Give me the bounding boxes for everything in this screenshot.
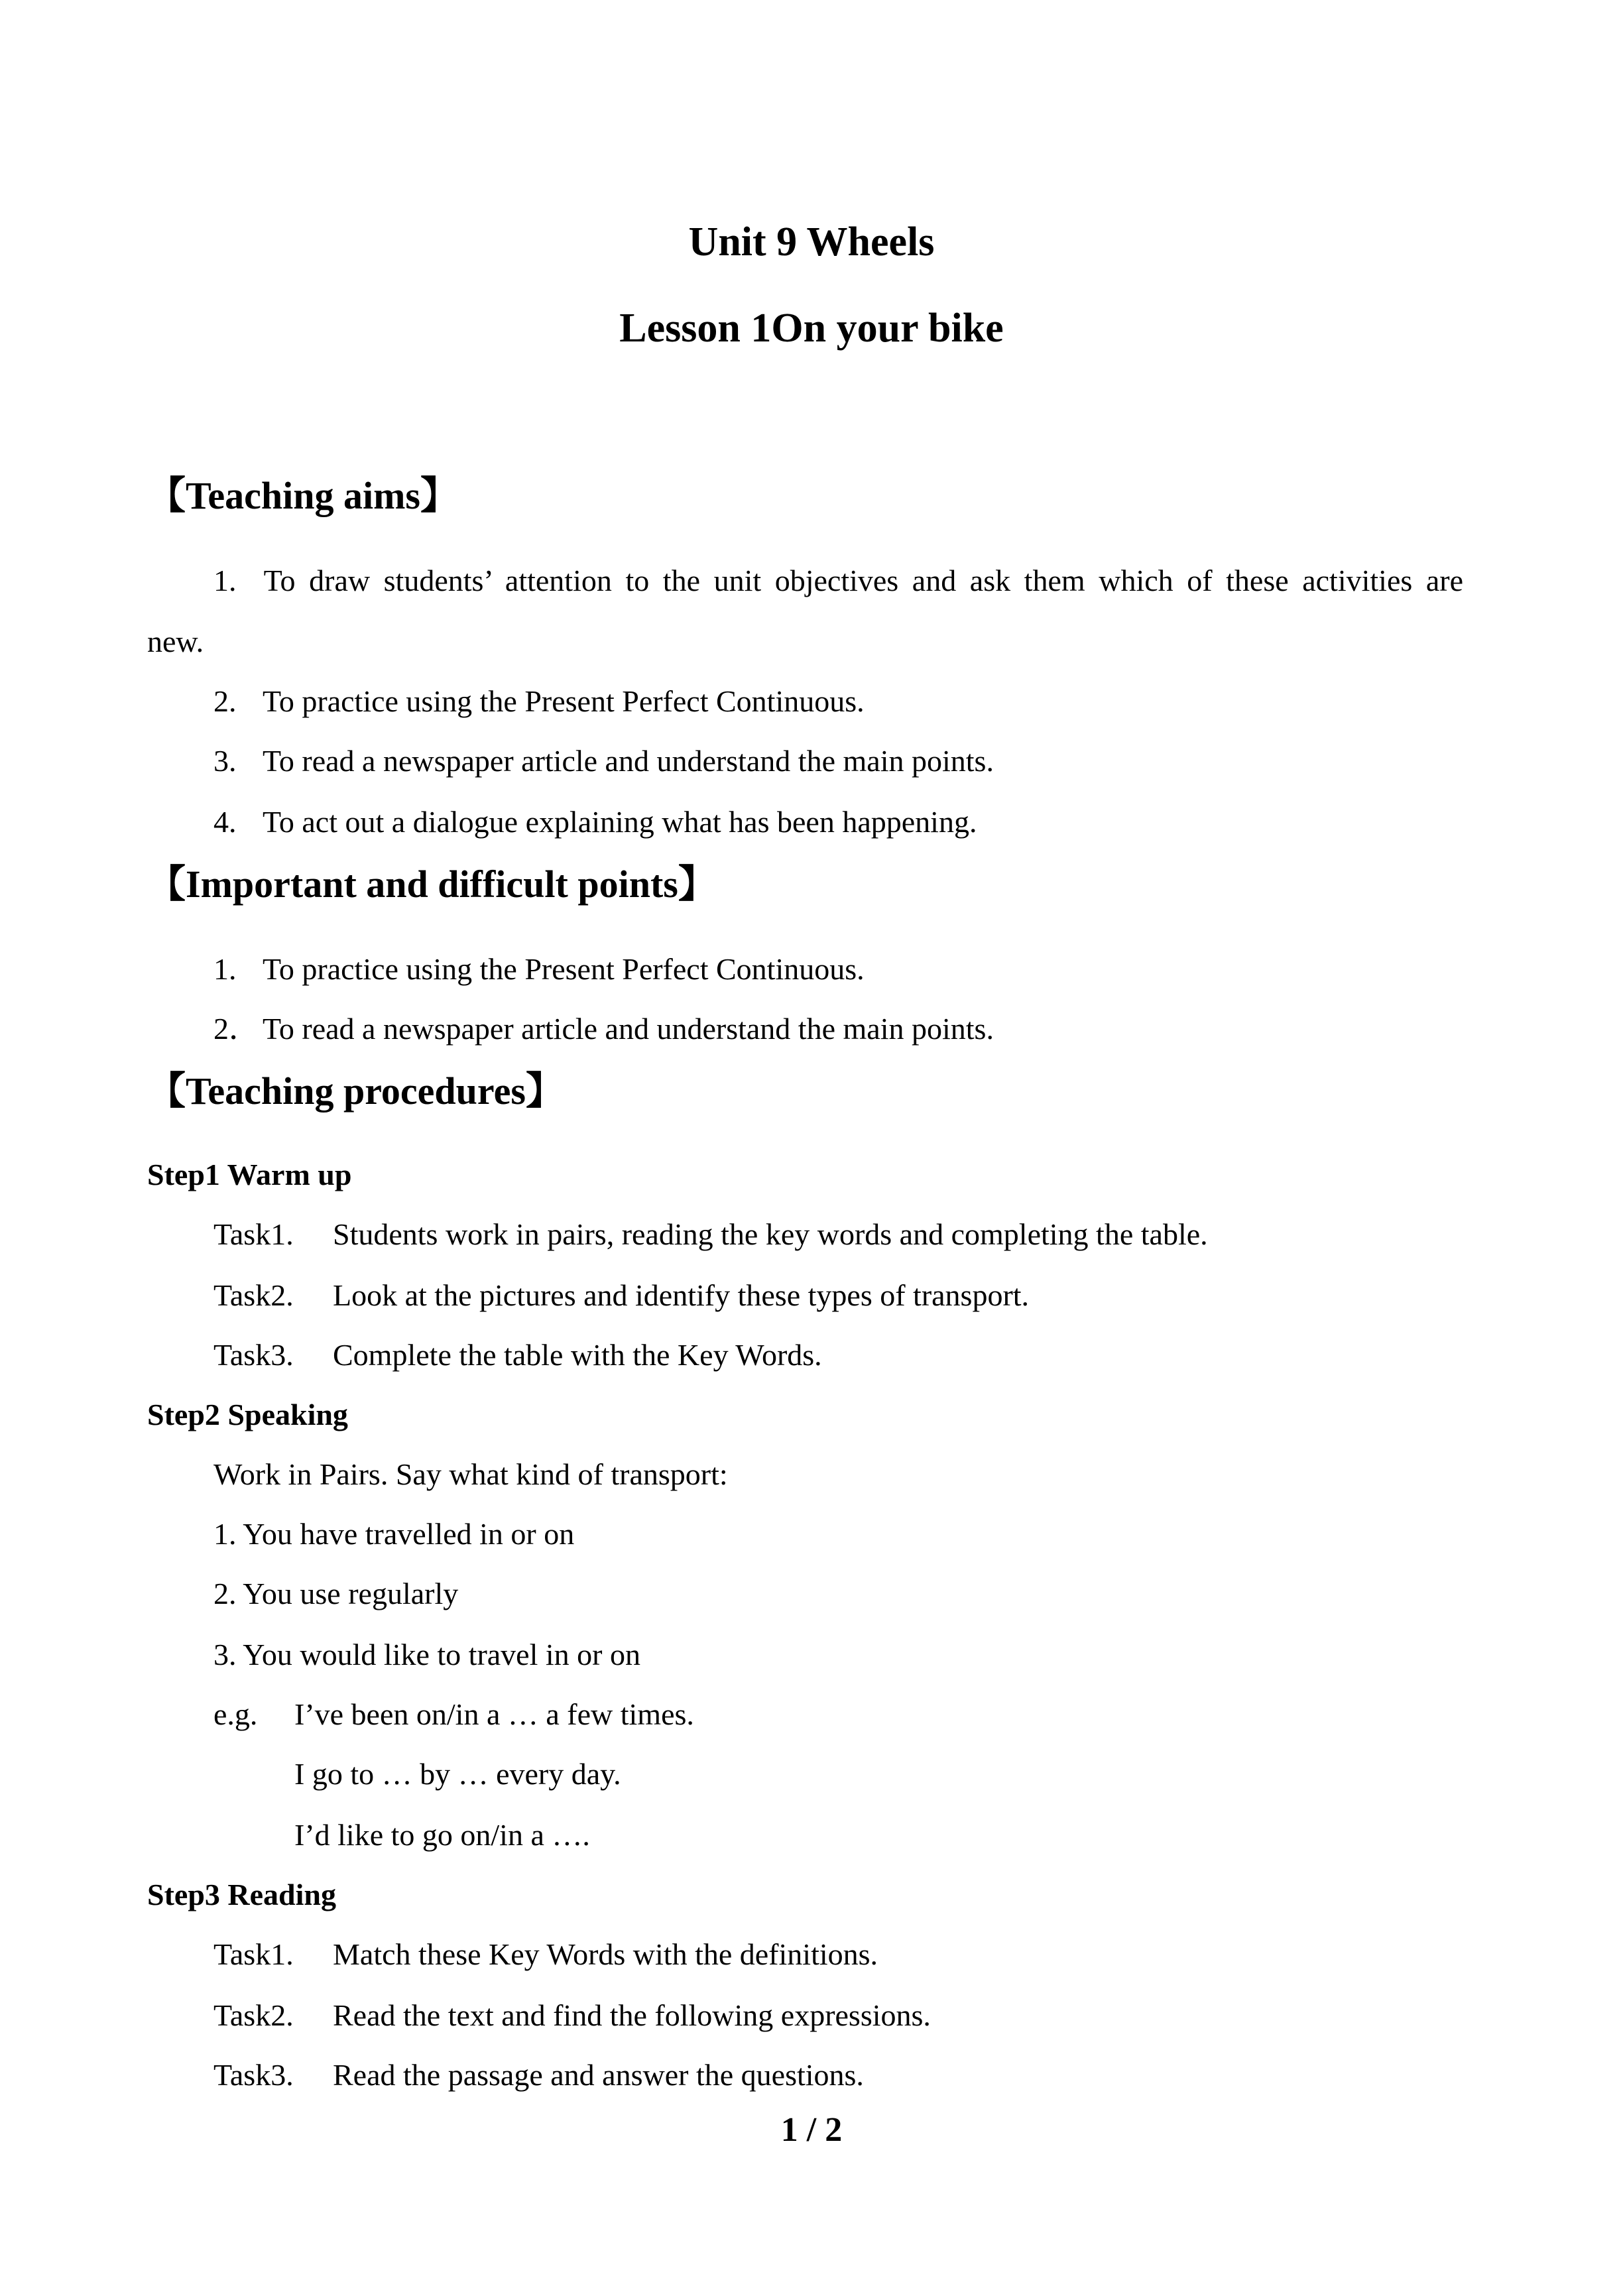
- step1-task-1: [213, 1215, 1208, 1254]
- step1-task-3-label: Task3.: [213, 1338, 294, 1372]
- step1-title: Step1 Warm up: [147, 1158, 352, 1191]
- important-points-heading: 【Important and difficult points】: [147, 863, 717, 906]
- step3-task-1: [213, 1935, 878, 1974]
- eg-label: e.g.: [213, 1697, 258, 1731]
- aim-item-2: [213, 682, 865, 721]
- aim-item-2-text: To practice using the Present Perfect Continuous.: [263, 684, 865, 718]
- page-number: 1 / 2: [780, 2111, 843, 2149]
- teaching-procedures-heading: 【Teaching procedures】: [147, 1069, 564, 1113]
- step2-title: Step2 Speaking: [147, 1398, 348, 1431]
- aim-item-1-num: 1.: [213, 564, 237, 597]
- point-item-1-num: 1.: [213, 952, 237, 986]
- aim-item-3: [213, 741, 994, 781]
- aim-item-1-text: To draw students’ attention to the unit objectives and ask them which of these activities are: [263, 564, 1463, 597]
- point-item-2: [213, 1009, 994, 1049]
- step1-task-1-label: Task1.: [213, 1217, 294, 1251]
- teaching-aims-heading: 【Teaching aims】: [147, 474, 459, 517]
- point-item-1-text: To practice using the Present Perfect Continuous.: [263, 952, 865, 986]
- point-item-2-text: To read a newspaper article and understand the main points.: [263, 1012, 994, 1046]
- step2-item-1: 1. You have travelled in or on: [213, 1517, 575, 1551]
- step2-example-1: [213, 1695, 694, 1734]
- aim-item-4-num: 4.: [213, 805, 237, 839]
- step3-task-2-text: Read the text and find the following expressions.: [333, 1998, 931, 2032]
- step1-task-2: [213, 1276, 1029, 1315]
- step1-task-2-label: Task2.: [213, 1278, 294, 1312]
- step3-task-1-label: Task1.: [213, 1937, 294, 1971]
- step2-intro: Work in Pairs. Say what kind of transport:: [213, 1457, 728, 1491]
- step2-item-3: 3. You would like to travel in or on: [213, 1638, 640, 1671]
- step3-task-1-text: Match these Key Words with the definitions.: [333, 1937, 878, 1971]
- step2-example-2: I go to … by … every day.: [294, 1757, 621, 1791]
- aim-item-1-continuation: new.: [147, 625, 204, 658]
- step1-task-1-text: Students work in pairs, reading the key words and completing the table.: [333, 1217, 1208, 1251]
- aim-item-4: [213, 802, 977, 842]
- point-item-1: [213, 949, 865, 989]
- step3-task-3-text: Read the passage and answer the questions.: [333, 2058, 864, 2092]
- point-item-2-num: 2．: [213, 1012, 259, 1046]
- aim-item-1: [213, 561, 1463, 601]
- step3-task-3-label: Task3.: [213, 2058, 294, 2092]
- step2-example-1-text: I’ve been on/in a … a few times.: [294, 1697, 694, 1731]
- aim-item-3-text: To read a newspaper article and understand the main points.: [263, 744, 994, 778]
- step3-task-2: [213, 1996, 931, 2035]
- step2-example-3: I’d like to go on/in a ….: [294, 1818, 590, 1852]
- step1-task-2-text: Look at the pictures and identify these types of transport.: [333, 1278, 1030, 1312]
- aim-item-2-num: 2.: [213, 684, 237, 718]
- step3-title: Step3 Reading: [147, 1878, 336, 1911]
- aim-item-3-num: 3.: [213, 744, 237, 778]
- document-title: Unit 9 Wheels: [688, 219, 935, 265]
- step3-task-3: [213, 2055, 864, 2095]
- aim-item-4-text: To act out a dialogue explaining what has been happening.: [263, 805, 977, 839]
- step1-task-3-text: Complete the table with the Key Words.: [333, 1338, 822, 1372]
- lesson-title: Lesson 1On your bike: [619, 306, 1004, 351]
- step3-task-2-label: Task2.: [213, 1998, 294, 2032]
- step2-item-2: 2. You use regularly: [213, 1577, 459, 1610]
- step1-task-3: [213, 1335, 822, 1375]
